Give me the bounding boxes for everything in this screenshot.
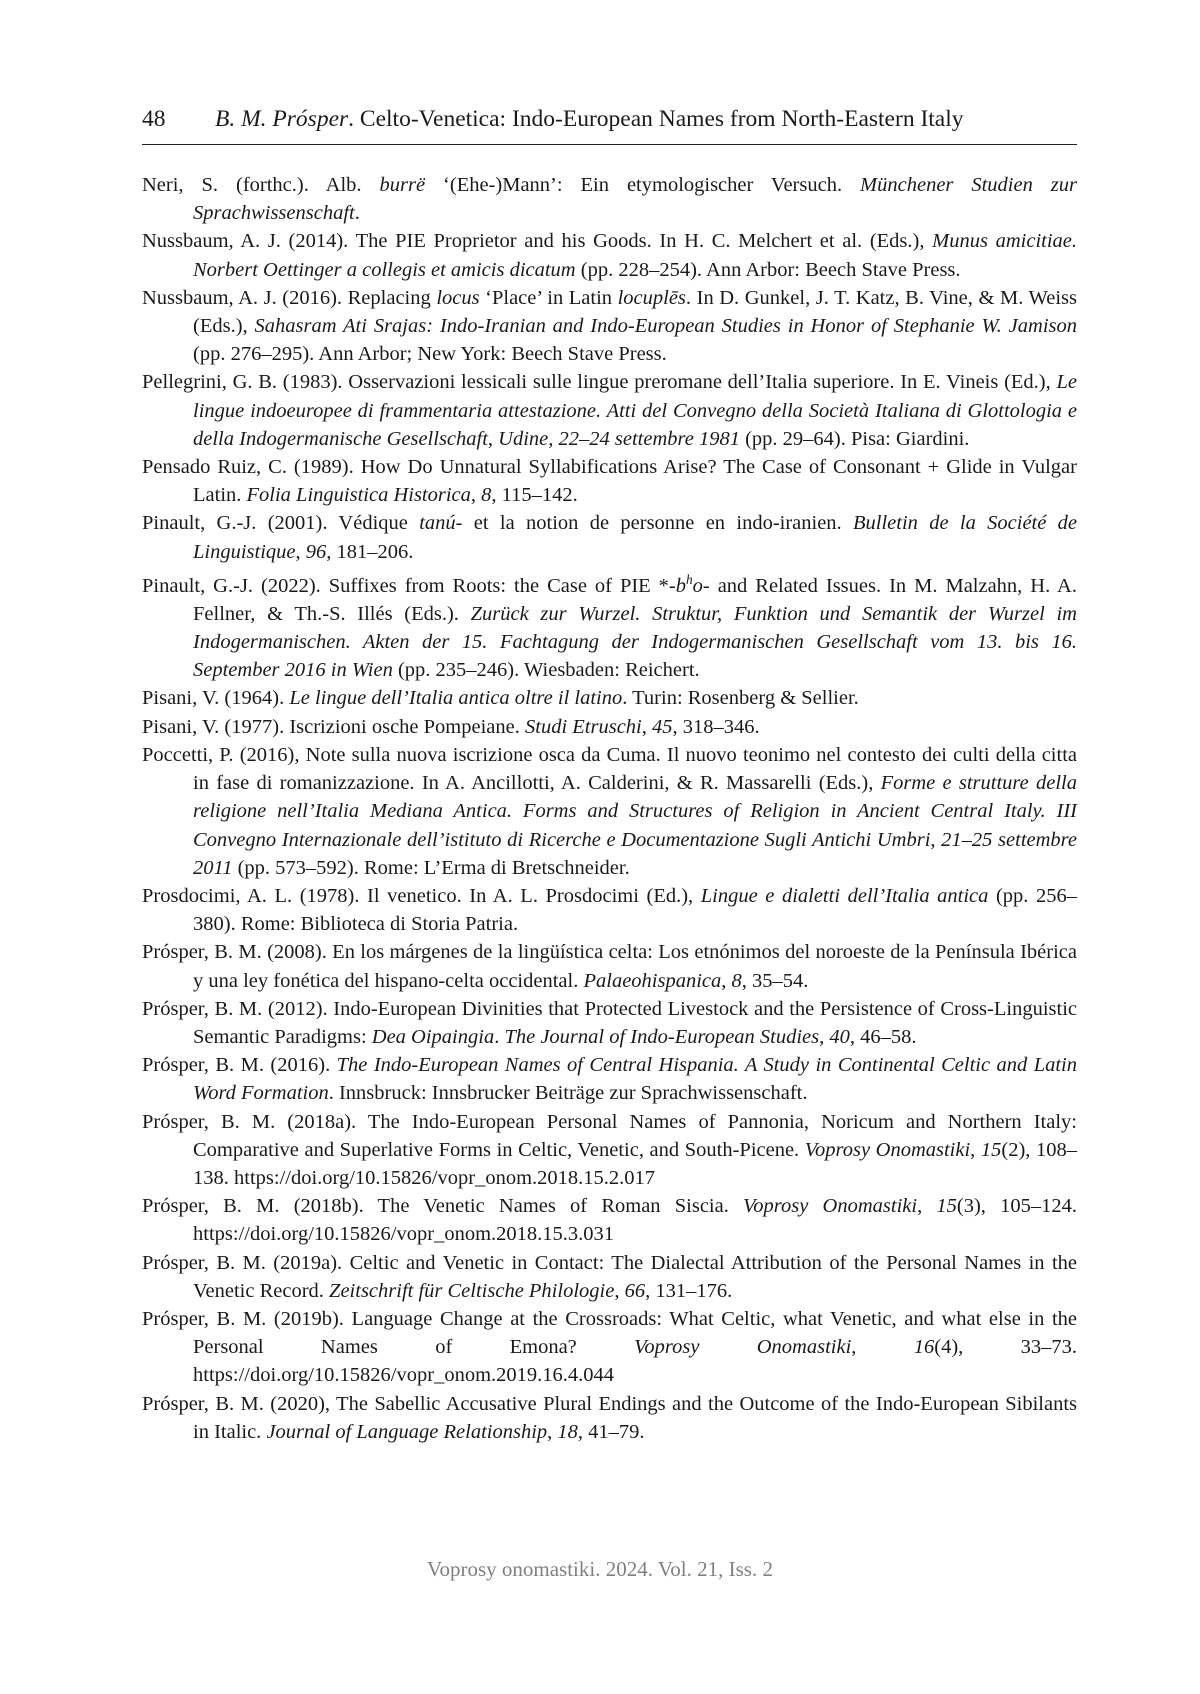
reference-text: Prósper, B. M. (2019b). Language Change at the Crossroads: What Celtic, what Venetic, and what else in the Personal Names of Emona? [142, 1307, 1077, 1359]
reference-text: Voprosy Onomastiki [743, 1195, 918, 1218]
reference-text: tanú- [419, 512, 463, 535]
reference-text: Nussbaum, A. J. (2016). Replacing [142, 286, 437, 309]
reference-text: Prósper, B. M. (2020), The Sabellic Accusative Plural Endings and the Outcome of the Indo-European Sibilants in Italic. [142, 1392, 1077, 1443]
reference-text: Zeitschrift für Celtische Philologie [329, 1279, 615, 1302]
reference-text: Palaeohispanica [583, 969, 722, 992]
reference-text: The Indo-European Names of Central Hispania. A Study in Continental Celtic and Latin Word Formation [193, 1054, 1077, 1105]
reference-entry [142, 227, 1077, 283]
reference-text: (pp. 256–380). Rome: Biblioteca di Storia Patria. [193, 884, 1078, 936]
reference-text: Voprosy Onomastiki [804, 1138, 971, 1161]
reference-text: o- [692, 574, 710, 597]
reference-text: (pp. 235–246). Wiesbaden: Reichert. [392, 659, 700, 682]
running-head-title: . Celto-Venetica: Indo-European Names from North-Eastern Italy [348, 106, 964, 132]
reference-entry [142, 684, 1077, 712]
reference-text: , 35–54. [741, 969, 809, 992]
page-header [142, 104, 1077, 145]
reference-entry [142, 509, 1077, 565]
reference-entry [142, 284, 1077, 369]
reference-text: . Turin: Rosenberg & Sellier. [622, 687, 859, 710]
reference-text: (pp. 276–295). Ann Arbor; New York: Beech Stave Press. [193, 343, 667, 366]
reference-text: , [295, 540, 306, 563]
reference-text: Le lingue indoeuropee di frammentaria attestazione. Atti del Convegno della Società Italiana di Glottologia e della Indogermanische Gesellschaft, Udine, 22–24 settembre 1981 [193, 371, 1077, 450]
reference-text: Prósper, B. M. (2012). Indo-European Divinities that Protected Livestock and the Persistence of Cross-Linguistic Semantic Paradigms: [142, 997, 1077, 1048]
reference-text: 40 [829, 1025, 850, 1048]
reference-text: Voprosy Onomastiki [634, 1336, 852, 1359]
reference-text: , 46–58. [849, 1025, 917, 1048]
reference-text: (2), 108–138. https://doi.org/10.15826/vopr_onom.2018.15.2.017 [193, 1138, 1077, 1189]
reference-text: The Journal of Indo-European Studies [504, 1025, 820, 1048]
reference-entry [142, 1192, 1077, 1248]
reference-entry [142, 171, 1077, 227]
reference-text: , [641, 715, 652, 738]
reference-entry [142, 741, 1077, 882]
reference-text: , [917, 1195, 937, 1218]
reference-text: burrë [379, 174, 426, 196]
reference-text: Prósper, B. M. (2019a). Celtic and Venetic in Contact: The Dialectal Attribution of the Personal Names in the Venetic Record. [142, 1251, 1077, 1302]
reference-text: (pp. 573–592). Rome: L’Erma di Bretschneider. [232, 856, 630, 879]
reference-text: (pp. 228–254). Ann Arbor: Beech Stave Press. [575, 258, 961, 281]
reference-text: . Innsbruck: Innsbrucker Beiträge zur Sprachwissenschaft. [328, 1082, 808, 1105]
reference-text: Zurück zur Wurzel. Struktur, Funktion und Semantik der Wurzel im Indogermanischen. Akten der 15. Fachtagung der Indogermanischen Gesellschaft vom 13. bis 16. September 2016 in Wien [193, 602, 1077, 682]
reference-text: 15 [980, 1138, 1002, 1161]
reference-text: ‘(Ehe-)Mann’: Ein etymologischer Versuch. [425, 174, 861, 196]
reference-text: Journal of Language Relationship [266, 1420, 548, 1443]
reference-text: locuplēs [617, 286, 686, 309]
reference-text: Pisani, V. (1964). [142, 687, 290, 710]
reference-text: 18 [557, 1420, 578, 1443]
reference-text: , 115–142. [491, 484, 578, 507]
reference-list [142, 171, 1077, 1446]
reference-text: Le lingue dell’Italia antica oltre il latino [289, 687, 623, 710]
reference-text: , 131–176. [645, 1279, 733, 1302]
reference-text: 96 [305, 540, 327, 563]
reference-text: Prósper, B. M. (2008). En los márgenes de la lingüística celta: Los etnónimos del noroeste de la Península Ibérica y una ley fonética del hispano-celta occidental. [142, 941, 1077, 992]
reference-text: (pp. 29–64). Pisa: Giardini. [739, 427, 970, 450]
reference-text: ‘Place’ in Latin [479, 286, 618, 309]
reference-text: Lingue e dialetti dell’Italia antica [700, 884, 989, 907]
reference-text: , [819, 1025, 830, 1048]
reference-text: h [686, 571, 693, 587]
reference-entry [142, 938, 1077, 994]
reference-text: , [470, 484, 482, 507]
reference-text: . [354, 202, 360, 225]
reference-text: Folia Linguistica Historica [246, 484, 471, 507]
reference-text: Pensado Ruiz, C. (1989). How Do Unnatural Syllabifications Arise? The Case of Consonant + Glide in Vulgar Latin. [142, 456, 1077, 507]
reference-text: 66 [624, 1279, 646, 1302]
reference-text: , [721, 969, 732, 992]
reference-text: Bulletin de la Société de Linguistique [193, 512, 1078, 563]
reference-text: . In D. Gunkel, J. T. Katz, B. Vine, & M. Weiss (Eds.), [193, 286, 1077, 338]
reference-text: et la notion de personne en indo-iranien. [462, 512, 854, 535]
reference-entry [142, 453, 1077, 509]
journal-footer: Voprosy onomastiki. 2024. Vol. 21, Iss. 2 [427, 1557, 773, 1581]
reference-text: 45 [651, 715, 673, 738]
reference-text: Dea Oipaingia [371, 1025, 495, 1048]
reference-text: Pellegrini, G. B. (1983). Osservazioni lessicali sulle lingue preromane dell’Italia superiore. In E. Vineis (Ed.), [142, 371, 1057, 394]
reference-entry [142, 882, 1077, 938]
reference-entry [142, 1305, 1077, 1390]
reference-text: , [851, 1336, 914, 1359]
reference-entry [142, 1249, 1077, 1305]
reference-text: 16 [913, 1336, 935, 1359]
reference-entry [142, 1051, 1077, 1107]
reference-entry [142, 1108, 1077, 1193]
reference-text: 8 [731, 969, 742, 992]
reference-text: Pinault, G.-J. (2001). Védique [142, 512, 420, 535]
reference-text: , 181–206. [326, 540, 414, 563]
reference-text: , [614, 1279, 625, 1302]
reference-text: 15 [936, 1195, 957, 1218]
reference-text: (3), 105–124. https://doi.org/10.15826/vopr_onom.2018.15.3.031 [193, 1195, 1078, 1246]
reference-text: and Related Issues. In M. Malzahn, H. A. Fellner, & Th.-S. Illés (Eds.). [193, 574, 1077, 625]
reference-text: Prósper, B. M. (2018a). The Indo-European Personal Names of Pannonia, Noricum and Northern Italy: Comparative and Superlative Forms in Celtic, Venetic, and South-Picene. [142, 1110, 1077, 1161]
reference-text: , 41–79. [577, 1420, 645, 1443]
reference-text: Munus amicitiae. Norbert Oettinger a collegis et amicis dicatum [193, 230, 1078, 281]
reference-text: Münchener Studien zur Sprachwissenschaft [193, 174, 1078, 225]
reference-entry [142, 713, 1077, 741]
reference-text: Studi Etruschi [525, 715, 642, 738]
reference-text: Prósper, B. M. (2018b). The Venetic Names of Roman Siscia. [142, 1195, 744, 1218]
reference-text: locus [436, 286, 480, 309]
reference-entry [142, 1390, 1077, 1446]
reference-text: Poccetti, P. (2016), Note sulla nuova iscrizione osca da Cuma. Il nuovo teonimo nel contesto dei culti della citta in fase di romanizzazione. In A. Ancillotti, A. Calderini, & R. Massarelli (Eds.), [142, 743, 1077, 795]
reference-text: Sahasram Ati Srajas: Indo-Iranian and Indo-European Studies in Honor of Stephanie W. Jamison [254, 315, 1077, 338]
reference-text: Prósper, B. M. (2016). [142, 1054, 337, 1077]
reference-text: b [675, 574, 686, 597]
reference-text: Forme e strutture della religione nell’Italia Mediana Antica. Forms and Structures of Religion in Ancient Central Italy. III Convegno Internazionale dell’istituto di Ricerche e Documentazione Sugli Antichi Umbri, 21–25 settembre 2011 [193, 772, 1077, 879]
reference-text: , [970, 1138, 981, 1161]
running-head-author: B. M. Prósper [215, 106, 349, 132]
reference-text: Prosdocimi, A. L. (1978). Il venetico. In A. L. Prosdocimi (Ed.), [142, 884, 701, 907]
reference-entry [142, 566, 1077, 685]
reference-text: (4), 33–73. https://doi.org/10.15826/vopr_onom.2019.16.4.044 [193, 1336, 1077, 1387]
reference-text: , 318–346. [672, 715, 760, 738]
reference-entry [142, 368, 1077, 453]
reference-entry [142, 995, 1077, 1051]
reference-text: Pisani, V. (1977). Iscrizioni osche Pompeiane. [142, 715, 525, 738]
reference-text: Pinault, G.-J. (2022). Suffixes from Roots: the Case of PIE *- [142, 574, 676, 597]
reference-text: Neri, S. (forthc.). Alb. [142, 174, 380, 196]
reference-text: , [547, 1420, 558, 1443]
reference-text: Nussbaum, A. J. (2014). The PIE Proprietor and his Goods. In H. C. Melchert et al. (Eds.), [142, 230, 933, 253]
reference-text: 8 [481, 484, 492, 507]
reference-text: . [494, 1025, 505, 1048]
page-number: 48 [142, 106, 166, 132]
